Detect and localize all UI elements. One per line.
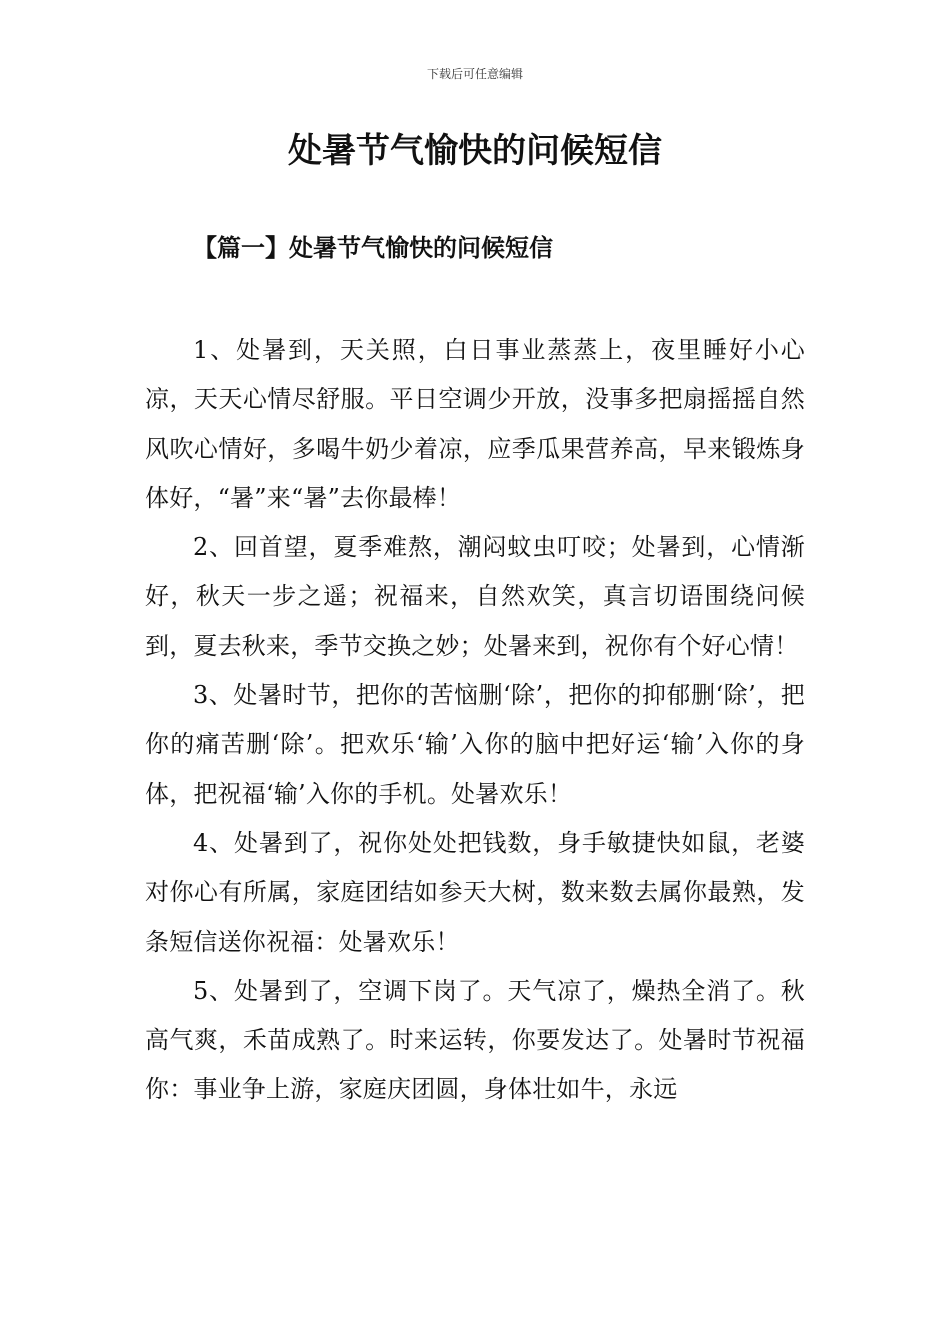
paragraph-3: 3、处暑时节，把你的苦恼删‘除’，把你的抑郁删‘除’，把你的痛苦删‘除’。把欢乐‘输’入你的脑中把好运‘输’入你的身体，把祝福‘输’入你的手机。处暑欢乐！ (145, 681, 805, 808)
paragraph-2: 2、回首望，夏季难熬，潮闷蚊虫叮咬；处暑到，心情渐好，秋天一步之遥；祝福来，自然欢笑，真言切语围绕问候到，夏去秋来，季节交换之妙；处暑来到，祝你有个好心情！ (145, 533, 805, 660)
paragraph-5: 5、处暑到了，空调下岗了。天气凉了，燥热全消了。秋高气爽，禾苗成熟了。时来运转，你要发达了。处暑时节祝福你：事业争上游，家庭庆团圆，身体壮如牛，永远 (145, 976, 805, 1104)
paragraph-1: 1、处暑到，天关照，白日事业蒸蒸上，夜里睡好小心凉，天天心情尽舒服。平日空调少开放，没事多把扇摇摇自然风吹心情好，多喝牛奶少着凉，应季瓜果营养高，早来锻炼身体好，“暑”来“暑”去你最棒！ (145, 336, 805, 512)
document-body (145, 326, 805, 1115)
document-title: 处暑节气愉快的问候短信 (288, 131, 662, 171)
section-heading: 【篇一】处暑节气愉快的问候短信 (193, 233, 553, 262)
paragraph-4: 4、处暑到了，祝你处处把钱数，身手敏捷快如鼠，老婆对你心有所属，家庭团结如参天大树，数来数去属你最熟，发条短信送你祝福：处暑欢乐！ (145, 828, 805, 956)
header-note: 下载后可任意编辑 (426, 67, 523, 81)
